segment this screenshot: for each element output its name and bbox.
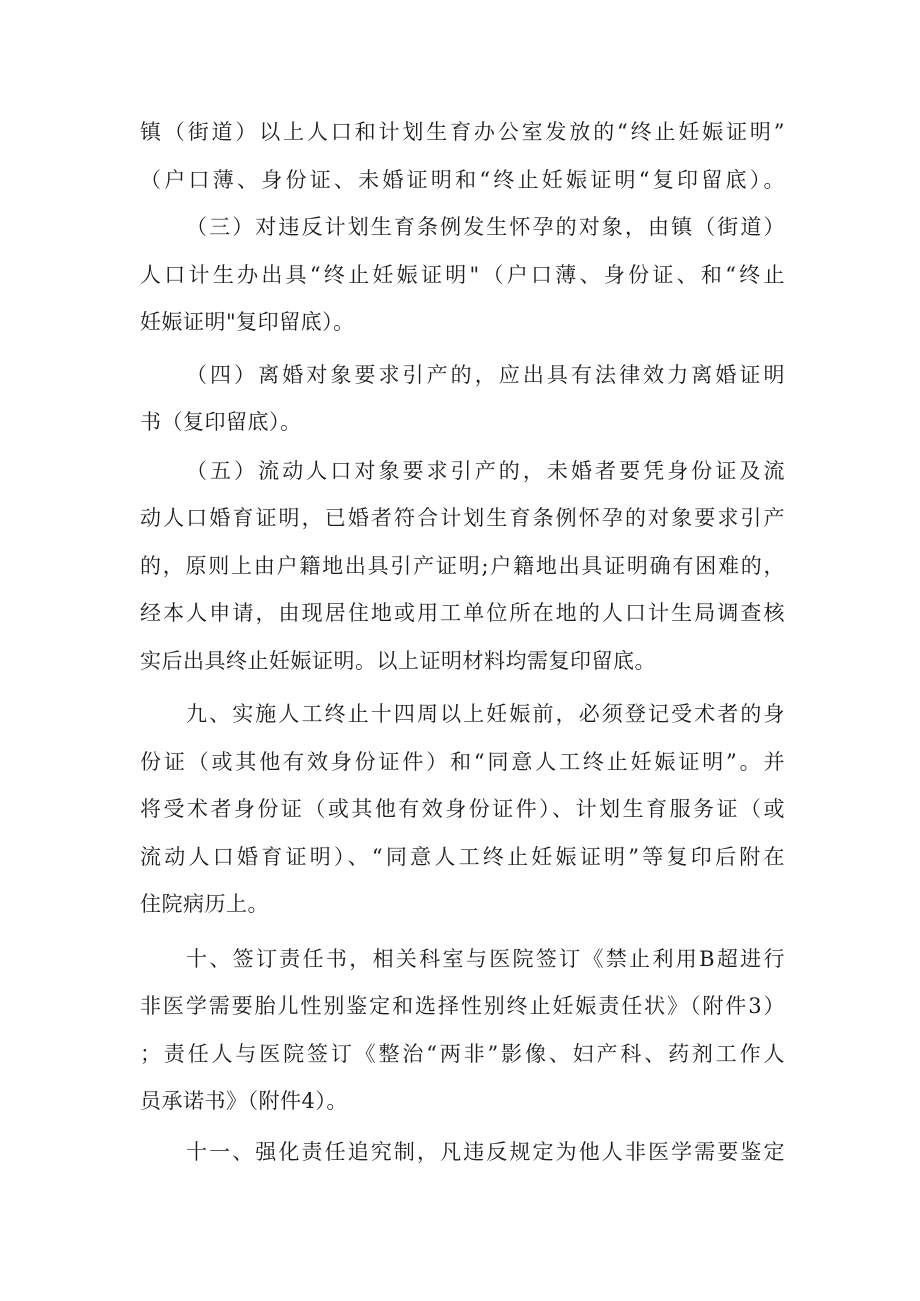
- paragraph-line: 经本人申请，由现居住地或用工单位所在地的人口计生局调查核: [140, 601, 785, 625]
- paragraph-line: 流动人口婚育证明）、“同意人工终止妊娠证明”等复印后附在: [140, 844, 785, 869]
- paragraph-continuation: [140, 109, 785, 204]
- paragraph-section-11: [140, 1129, 785, 1177]
- paragraph-line: 员承诺书》（附件4）。: [140, 1089, 348, 1113]
- paragraph-line: 镇（街道）以上人口和计划生育办公室发放的“终止妊娠证明”: [140, 120, 785, 144]
- paragraph-item-4: [140, 352, 785, 447]
- paragraph-item-3: [140, 204, 785, 347]
- paragraph-section-9: [140, 691, 785, 929]
- paragraph-line: 人口计生办出具“终止妊娠证明"（户口薄、身份证、和“终止: [140, 262, 785, 287]
- paragraph-line: 实后出具终止妊娠证明。以上证明材料均需复印留底。: [140, 648, 656, 673]
- paragraph-line: 份证（或其他有效身份证件）和“同意人工终止妊娠证明”。并: [140, 749, 785, 774]
- paragraph-line: ；责任人与医院签订《整治“两非”影像、妇产科、药剂工作人: [140, 1041, 785, 1066]
- paragraph-line: 妊娠证明"复印留底）。: [140, 310, 355, 334]
- paragraph-item-5: [140, 448, 785, 686]
- paragraph-line: 十一、强化责任追究制，凡违反规定为他人非医学需要鉴定: [186, 1139, 785, 1164]
- paragraph-line: （四）离婚对象要求引产的，应出具有法律效力离婚证明: [186, 362, 785, 387]
- paragraph-line: 动人口婚育证明，已婚者符合计划生育条例怀孕的对象要求引产: [140, 506, 785, 530]
- paragraph-line: （三）对违反计划生育条例发生怀孕的对象，由镇（街道）: [186, 215, 785, 239]
- paragraph-line: 住院病历上。: [140, 892, 269, 916]
- document-body: [140, 109, 785, 1176]
- paragraph-line: 非医学需要胎儿性别鉴定和选择性别终止妊娠责任状》（附件3）: [140, 994, 785, 1018]
- paragraph-line: 九、实施人工终止十四周以上妊娠前，必须登记受术者的身: [186, 702, 785, 726]
- paragraph-line: 的，原则上由户籍地出具引产证明;户籍地出具证明确有困难的，: [140, 553, 785, 578]
- paragraph-line: 十、签订责任书，相关科室与医院签订《禁止利用B超进行: [186, 946, 785, 971]
- paragraph-section-10: [140, 936, 785, 1126]
- paragraph-line: （五）流动人口对象要求引产的，未婚者要凭身份证及流: [186, 458, 785, 483]
- paragraph-line: 将受术者身份证（或其他有效身份证件）、计划生育服务证（或: [140, 797, 785, 821]
- paragraph-line: 书（复印留底）。: [140, 410, 302, 434]
- paragraph-line: （户口薄、身份证、未婚证明和“终止妊娠证明“复印留底）。: [140, 167, 785, 192]
